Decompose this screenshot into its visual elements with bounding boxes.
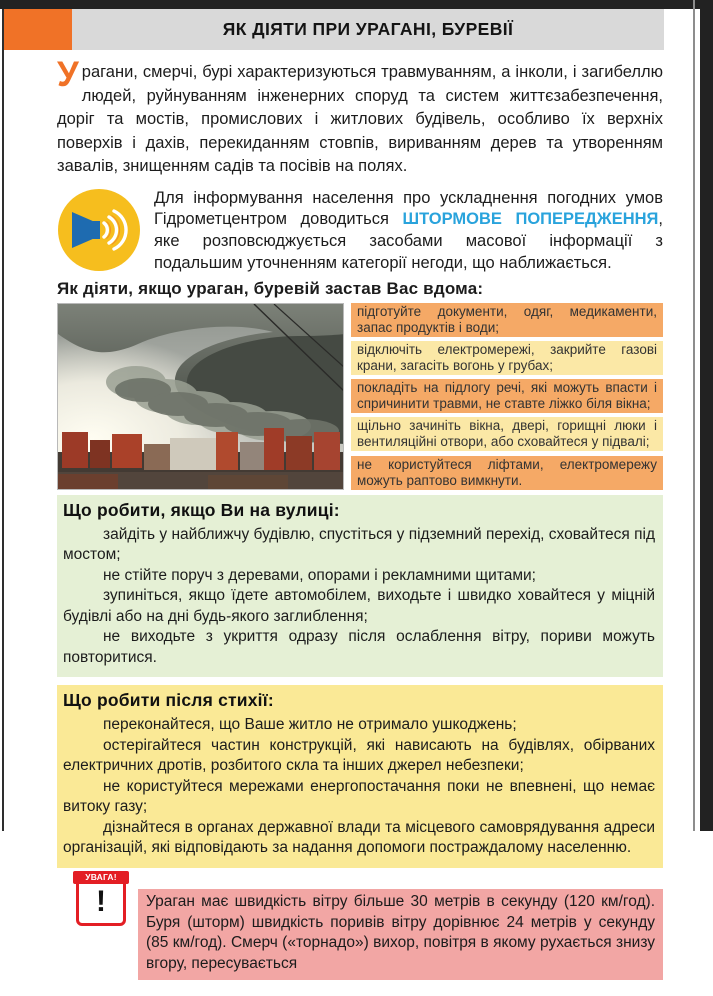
intro-paragraph — [57, 55, 663, 179]
page-title: ЯК ДІЯТИ ПРИ УРАГАНІ, БУРЕВІЇ — [222, 19, 514, 39]
attention-icon — [76, 874, 126, 926]
storm-photo — [57, 303, 344, 490]
storm-warning-callout — [57, 188, 663, 275]
instruction-box: підготуйте документи, одяг, медикаменти, запас продуктів і води; — [351, 303, 663, 337]
home-section-row — [57, 303, 663, 490]
after-storm-section — [57, 685, 663, 868]
page-content — [57, 50, 663, 996]
home-section-heading: Як діяти, якщо ураган, буревій застав Вас вдома: — [57, 278, 484, 298]
page-border-left — [2, 9, 4, 831]
instruction-box: щільно зачиніть вікна, двері, горищні люки і вентиляційні отвори, або сховайтеся у підвалі; — [351, 417, 663, 451]
street-section — [57, 495, 663, 678]
after-item: остерігайтеся частин конструкцій, які нависають на будівлях, обірваних електричних дротів, розбитого скла та інших джерел небезпеки; — [63, 736, 655, 775]
warning-text-before: Для інформування населення про ускладнення погодних умов Гідрометцентром доводиться — [154, 188, 663, 229]
after-item: переконайтеся, що Ваше житло не отримало ушкоджень; — [103, 716, 517, 734]
street-item: зайдіть у найближчу будівлю, спустіться у підземний перехід, сховайтеся під мостом; — [63, 525, 655, 564]
after-section-heading: Що робити після стихії: — [63, 690, 274, 711]
attention-label: УВАГА! — [73, 871, 129, 884]
after-item: не користуйтеся мережами енергопостачання поки не впевнені, що немає витоку газу; — [63, 777, 655, 816]
storm-warning-paragraph — [154, 188, 663, 275]
attention-note — [57, 874, 663, 996]
street-item: не виходьте з укриття одразу після ослаблення вітру, пориви можуть повторитися. — [63, 628, 655, 666]
speaker-icon — [57, 188, 141, 272]
instruction-box: не користуйтеся ліфтами, електромережу можуть раптово вимкнути. — [351, 456, 663, 490]
street-section-heading: Що робити, якщо Ви на вулиці: — [63, 499, 340, 520]
title-bar — [72, 9, 664, 50]
storm-warning-highlight: ШТОРМОВЕ ПОПЕРЕДЖЕННЯ — [402, 210, 659, 229]
instruction-box: відключіть електромережі, закрийте газові крани, загасіть вогонь у грубах; — [351, 341, 663, 375]
scan-edge-top — [0, 0, 713, 9]
street-item: зупиніться, якщо їдете автомобілем, виходьте і швидко ховайтеся у міцній будівлі або на дні будь-якого заглиблення; — [63, 587, 655, 625]
home-instruction-boxes — [351, 303, 663, 490]
intro-text: рагани, смерчі, бурі характеризуються травмуванням, а інколи, і загибеллю людей, руйнуванням інженерних споруд та систем життєзабезпечення, доріг та мостів, промислових і житлових будівель, особливо їх верхніх поверхів і дахів, перекиданням стовпів, вириванням дерев та утворенням завалів, знищенням садів та посівів на полях. — [57, 63, 663, 175]
instruction-box: покладіть на підлогу речі, які можуть впасти і спричинити травми, не ставте ліжко біля вікна; — [351, 379, 663, 413]
exclamation-icon: ! — [76, 878, 126, 926]
page-border-right — [693, 0, 695, 831]
attention-text: Ураган має швидкість вітру більше 30 метрів в секунду (120 км/год). Буря (шторм) швидкість поривів вітру дорівнює 24 метрів у секунду (85 км/год). Смерч («торнадо») вихор, повітря в якому рухається знизу вгору, пересувається — [138, 889, 663, 980]
header-accent-block — [4, 9, 72, 50]
street-item: не стійте поруч з деревами, опорами і рекламними щитами; — [103, 566, 536, 584]
warning-text-after: , яке розповсюджується засобами масової інформації з подальшим уточненням категорії негоди, що наближається. — [154, 210, 663, 272]
after-item: дізнайтеся в органах державної влади та місцевого самоврядування адреси організацій, які відповідають за надання допомоги постраждалому населенню. — [63, 818, 655, 857]
scan-edge-right — [700, 0, 713, 831]
drop-cap: У — [57, 55, 79, 94]
